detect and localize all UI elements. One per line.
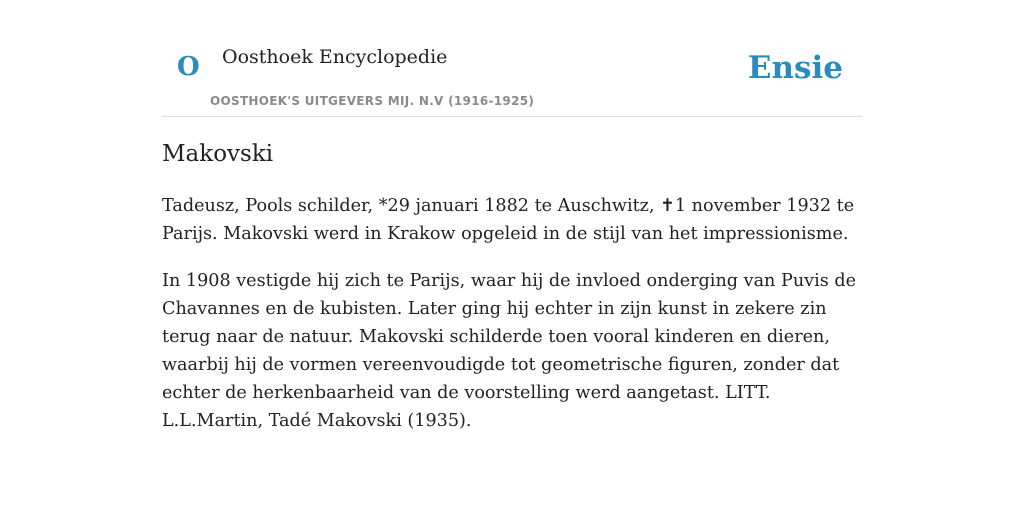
article-title: Makovski (162, 141, 274, 167)
publisher-label: OOSTHOEK'S UITGEVERS MIJ. N.V (1916-1925) (210, 94, 535, 108)
page-container (162, 0, 862, 431)
article-paragraph: Tadeusz, Pools schilder, *29 januari 1882 te Auschwitz, ✝1 november 1932 te Parijs. Makovski werd in Krakow opgeleid in de stijl van het impressionisme. (162, 196, 855, 244)
article-paragraph: In 1908 vestigde hij zich te Parijs, waar hij de invloed onderging van Puvis de Chavannes en de kubisten. Later ging hij echter in zijn kunst in zekere zin terug naar de natuur. Makovski schilderde toen vooral kinderen en dieren, waarbij hij de vormen vereenvoudigde tot geometrische figuren, zonder dat echter de herkenbaarheid van de voorstelling werd aangetast. LITT. L.L.Martin, Tadé Makovski (1935). (162, 271, 857, 431)
encyclopedia-title-link[interactable]: Oosthoek Encyclopedie (222, 46, 448, 68)
encyclopedia-logo[interactable]: O (177, 52, 200, 82)
site-header (162, 0, 862, 117)
ensie-brand-link[interactable]: Ensie (747, 50, 843, 86)
